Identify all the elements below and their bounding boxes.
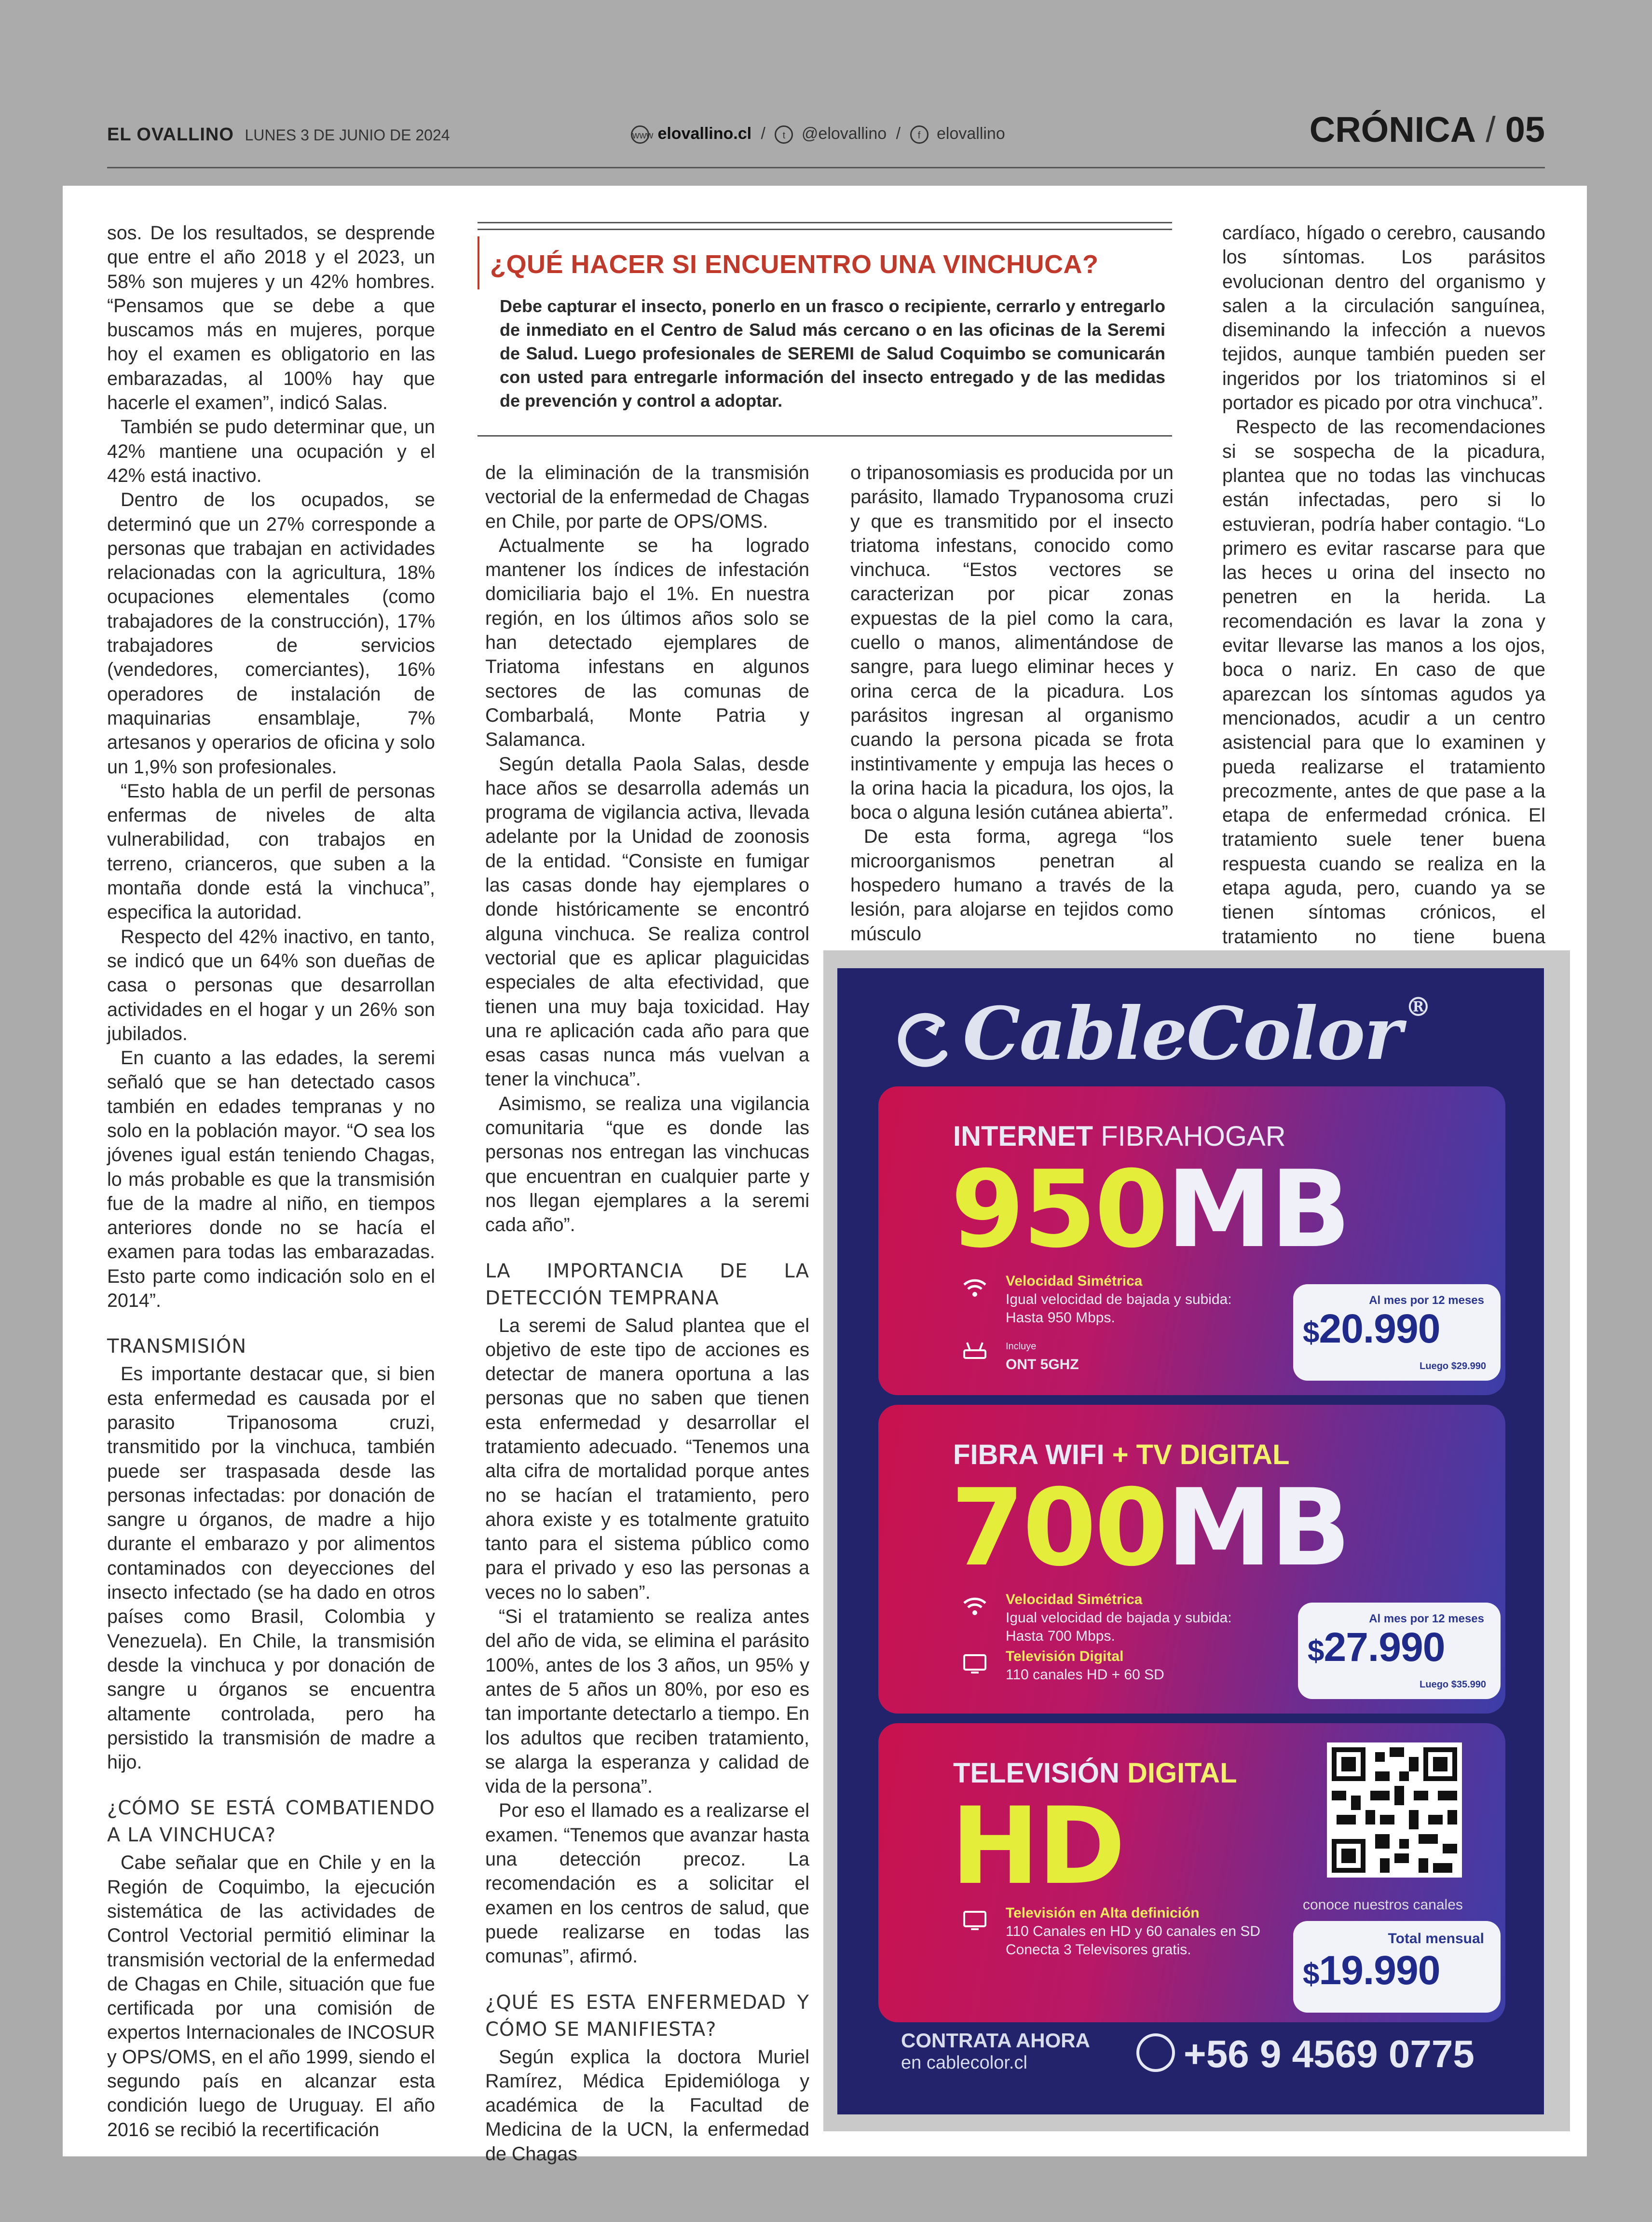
plan-title-b: + TV DIGITAL — [1112, 1439, 1290, 1470]
feature-title: Televisión Digital — [1006, 1648, 1124, 1664]
cablecolor-ad[interactable] — [837, 968, 1544, 2114]
section-name: CRÓNICA — [1309, 110, 1476, 150]
price-label: Total mensual — [1388, 1931, 1484, 1947]
paragraph: Cabe señalar que en Chile y en la Región de Coquimbo, la ejecución sistemática de las actividades de Control Vectorial permitió eliminar la transmisión vectorial de la enfermedad de Chagas en Chile, situación que fue certificada por una comisión de expertos Internacionales de INCOSUR y OPS/OMS, en el año 1999, siendo el segundo país en alcanzar esta condición luego de Uruguay. El año 2016 se recibió la recertificación — [107, 1852, 435, 2140]
router-icon — [960, 1337, 989, 1366]
price-amount — [1303, 1947, 1440, 1994]
whatsapp-icon — [1136, 2033, 1175, 2072]
cta-main: CONTRATA AHORA — [901, 2029, 1090, 2052]
header-divider — [107, 167, 1545, 168]
issue-date: LUNES 3 DE JUNIO DE 2024 — [245, 126, 450, 144]
plan-card-tv-hd[interactable] — [878, 1723, 1505, 2022]
subheading-combatiendo: ¿CÓMO SE ESTÁ COMBATIENDO A LA VINCHUCA? — [107, 1797, 435, 1847]
paragraph: sos. De los resultados, se desprende que entre el año 2018 y el 2023, un 58% son mujeres y un 42% hombres. “Pensamos que se debe a que buscamos más en mujeres, porque hoy el examen es obligatorio en las embarazadas, al 100% hay que hacerle el examen”, indicó Salas. — [107, 222, 435, 414]
article-column-1 — [107, 221, 435, 2142]
box-top-rule-inner — [478, 229, 1172, 230]
phone-number: +56 9 4569 0775 — [1184, 2032, 1475, 2075]
plan-features — [965, 1904, 1260, 1959]
paragraph: De esta forma, agrega “los microorganismos penetran al hospedero humano a través de la lesión, para alojarse en tejidos como músculo — [850, 826, 1174, 945]
paragraph: “Si el tratamiento se realiza antes del año de vida, se elimina el parásito 100%, antes de los 3 años, un 95% y antes de 5 años un 80%, por eso es tan importante detectarlo a tiempo. En los adultos que reciben tratamiento, se alarga la esperanza y calidad de vida de la persona”. — [485, 1606, 809, 1797]
article-column-3 — [850, 461, 1174, 946]
plan-title-a: FIBRA WIFI — [953, 1439, 1105, 1470]
box-accent-bar — [478, 236, 479, 289]
box-bottom-rule — [478, 435, 1172, 437]
price-label: Al mes por 12 meses — [1369, 1294, 1484, 1307]
header-links: www elovallino.cl / t @elovallino / f elovallino — [631, 124, 1005, 144]
feature-title: Velocidad Simétrica — [1006, 1591, 1143, 1607]
plan-speed — [951, 1466, 1349, 1590]
feature-line: Conecta 3 Televisores gratis. — [1006, 1942, 1191, 1958]
paragraph: o tripanosomiasis es producida por un parásito, llamado Trypanosoma cruzi y que es transmitido por el insecto triatoma infestans, conocido como vinchuca. “Estos vectores se caracterizan por picar zonas expuestas de la piel como la cara, cuello o manos, alimentándose de sangre, para luego eliminar heces y orina cerca de la picadura. Los parásitos ingresan al organismo cuando la persona picada se frota instintivamente y empuja las heces o la orina hacia la picadura, los ojos, la boca o alguna lesión cutánea abierta”. — [850, 462, 1174, 823]
price-value: 19.990 — [1319, 1948, 1440, 1993]
web-icon: www — [631, 125, 649, 144]
qr-code[interactable] — [1327, 1742, 1462, 1878]
feature-line: Hasta 700 Mbps. — [1006, 1628, 1115, 1644]
speed-number: 700 — [951, 1466, 1167, 1590]
paragraph: “Esto habla de un perfil de personas enfermas de niveles de alta vulnerabilidad, con trabajos en terreno, crianceros, que suben a la montaña donde está la vinchuca”, especifica la autoridad. — [107, 780, 435, 923]
wifi-icon — [960, 1273, 989, 1302]
paragraph: Respecto de las recomendaciones si se sospecha de la picadura, plantea que no todas las vinchucas están infectadas, pero si lo estuvieran, podría haber contagio. “Lo primero es evitar rascarse para que las heces u orina del insecto no penetren en la herida. La recomendación es lavar la zona y evitar llevarse las manos a los ojos, boca o nariz. En caso de que aparezcan los síntomas agudos ya mencionados, acudir a un centro asistencial para que lo examinen y pueda realizarse el tratamiento precozmente, antes de que pase a la etapa de enfermedad crónica. El tratamiento suele tener buena respuesta cuando se realiza en la etapa aguda, pero, cuando ya se tienen síntomas crónicos, el tratamiento no tiene buena — [1222, 416, 1545, 947]
channels-link[interactable] — [1303, 1897, 1463, 1913]
feature-line: Igual velocidad de bajada y subida: — [1006, 1291, 1232, 1307]
paragraph: La seremi de Salud plantea que el objetivo de este tipo de acciones es detectar de manera oportuna a las personas que no saben que tienen esta enfermedad y desarrollar el tratamiento adecuado. “Tenemos una alta cifra de mortalidad porque antes no se hacían el tratamiento, pero ahora existe y es totalmente gratuito tanto para el sistema público como para el privado y eso las personas a veces no lo saben”. — [485, 1315, 809, 1603]
paragraph: Respecto del 42% inactivo, en tanto, se indicó que un 64% son dueñas de casa o personas que desarrollan actividades en el hogar y un 26% son jubilados. — [107, 926, 435, 1044]
whatsapp-phone[interactable] — [1136, 2032, 1475, 2076]
subheading-transmision: TRANSMISIÓN — [107, 1335, 247, 1358]
paragraph: En cuanto a las edades, la seremi señaló que se han detectado casos también en edades tempranas y no solo en la población mayor. “O sea los jóvenes igual están teniendo Chagas, lo más probable es que la transmisión fue de la madre al niño, en tiempos anteriores donde no se hacía el examen para todas las embarazadas. Esto parte como indicación solo en el 2014”. — [107, 1047, 435, 1312]
feature-title: Televisión en Alta definición — [1006, 1905, 1200, 1921]
website-link[interactable]: elovallino.cl — [657, 124, 752, 143]
plan-card-internet[interactable] — [878, 1086, 1505, 1395]
subheading-deteccion: LA IMPORTANCIA DE LA DETECCIÓN TEMPRANA — [485, 1260, 809, 1309]
currency-symbol: $ — [1308, 1634, 1324, 1668]
paragraph: Dentro de los ocupados, se determinó que un 27% corresponde a personas que trabajan en actividades relacionadas con la agricultura, 18% ocupaciones elementales (como trabajadores de la construcción), 17% trabajadores de servicios (vendedores, comerciantes), 16% operadores de instalación de maquinarias ensamblaje, 7% artesanos y operarios de oficina y solo un 1,9% son profesionales. — [107, 489, 435, 778]
brand-logo — [895, 991, 1430, 1076]
paragraph: cardíaco, hígado o cerebro, causando los síntomas. Los parásitos evolucionan dentro del organismo y salen a la circulación sanguínea, diseminando la infección a nuevos tejidos, aunque también pueden ser ingeridos por los triatominos si el portador es picado por otra vinchuca”. — [1222, 222, 1545, 414]
plan-title-light: FIBRAHOGAR — [1101, 1121, 1286, 1152]
box-top-rule — [478, 222, 1172, 223]
plan-card-fibra-tv[interactable] — [878, 1405, 1505, 1714]
subheading-enfermedad: ¿QUÉ ES ESTA ENFERMEDAD Y CÓMO SE MANIFIESTA? — [485, 1991, 809, 2041]
feature-line: 110 Canales en HD y 60 canales en SD — [1006, 1923, 1261, 1939]
speed-unit: MB — [1166, 1148, 1349, 1271]
paragraph: Por eso el llamado es a realizarse el examen. “Tenemos que avanzar hasta una detección precoz. La recomendación es a solicitar el examen en los centros de salud, que puede realizarse en todas las comunas”, afirmó. — [485, 1800, 809, 1967]
paragraph: Es importante destacar que, si bien esta enfermedad es causada por el parasito Tripanosoma cruzi, transmitido por la vinchuca, también puede ser traspasada desde las personas infectadas: por donación de sangre u órganos, de madre a hijo durante el embarazo y por alimentos contaminados con deyecciones del insecto infectado (se ha dado en otros países como Brasil, Colombia y Venezuela). En Chile, la transmisión desde la vinchuca y por donación de sangre u órganos se encuentra altamente controlada, pero ha persistido la transmisión de madre a hijo. — [107, 1363, 435, 1773]
price-amount — [1303, 1305, 1440, 1352]
currency-symbol: $ — [1303, 1958, 1319, 1991]
box-body: Debe capturar el insecto, ponerlo en un frasco o recipiente, cerrarlo y entregarlo de inmediato en el Centro de Salud más cercano o en las oficinas de la Seremi de Salud. Luego profesionales de SEREMI de Salud Coquimbo se comunicarán con usted para entregarle información del insecto entregado y de las medidas de prevención y control a adoptar. — [500, 296, 1165, 411]
cablecolor-logo-icon — [895, 1000, 953, 1058]
price-value: 20.990 — [1319, 1306, 1440, 1351]
brand-name: CableColor — [963, 991, 1402, 1076]
feature-line: Igual velocidad de bajada y subida: — [1006, 1610, 1232, 1626]
hd-label: HD — [951, 1784, 1124, 1908]
conoce-label: conoce — [1303, 1897, 1350, 1913]
speed-number: 950 — [951, 1148, 1167, 1271]
box-title: ¿QUÉ HACER SI ENCUENTRO UNA VINCHUCA? — [490, 250, 1099, 279]
section-heading: CRÓNICA / 05 — [1309, 110, 1545, 150]
feature-title: Velocidad Simétrica — [1006, 1273, 1143, 1289]
speed-unit: MB — [1166, 1466, 1349, 1590]
later-price: Luego $35.990 — [1420, 1679, 1486, 1690]
page-number: 05 — [1505, 110, 1545, 150]
feature-title: ONT 5GHZ — [1006, 1357, 1079, 1372]
plan-speed — [951, 1148, 1349, 1271]
paragraph: de la eliminación de la transmisión vectorial de la enfermedad de Chagas en Chile, por parte de OPS/OMS. — [485, 462, 809, 532]
twitter-handle[interactable]: @elovallino — [801, 124, 887, 143]
paragraph: Actualmente se ha logrado mantener los índices de infestación domiciliaria bajo el 1%. En nuestra región, en los últimos años solo se han detectado ejemplares de Triatoma infestans en algunos sectores de las comunas de Combarbalá, Monte Patria y Salamanca. — [485, 535, 809, 751]
paragraph: Según explica la doctora Muriel Ramírez, Médica Epidemióloga y académica de la Facultad de Medicina de la UCN, la enfermedad de Chagas — [485, 2046, 809, 2165]
feature-small: Incluye — [1006, 1341, 1037, 1352]
facebook-icon: f — [910, 125, 928, 144]
price-value: 27.990 — [1324, 1624, 1445, 1670]
cta-website: en cablecolor.cl — [901, 2053, 1027, 2073]
article-column-2 — [485, 461, 809, 2166]
price-tag — [1293, 1921, 1501, 2013]
cta-contrata[interactable] — [901, 2030, 1090, 2074]
paragraph: También se pudo determinar que, un 42% mantiene una ocupación y el 42% está inactivo. — [107, 416, 435, 486]
plan-title-bold: INTERNET — [953, 1121, 1093, 1152]
wifi-icon — [960, 1591, 989, 1620]
price-tag — [1298, 1603, 1501, 1699]
plan-title-b: DIGITAL — [1127, 1757, 1237, 1789]
paragraph: Asimismo, se realiza una vigilancia comunitaria “que es donde las personas nos entregan las vinchucas que encuentran en cualquier parte y nos llegan ejemplares a la seremi cada año”. — [485, 1093, 809, 1236]
tv-icon — [960, 1905, 989, 1934]
currency-symbol: $ — [1303, 1316, 1319, 1349]
registered-mark: ® — [1405, 991, 1431, 1022]
later-price: Luego $29.990 — [1420, 1361, 1486, 1372]
facebook-handle[interactable]: elovallino — [936, 124, 1005, 143]
info-box — [478, 222, 1172, 437]
conoce-label-bold: nuestros canales — [1353, 1897, 1463, 1913]
plan-title-a: TELEVISIÓN — [953, 1757, 1120, 1789]
plan-hd — [951, 1784, 1124, 1908]
plan-features — [965, 1272, 1232, 1374]
plan-features — [965, 1591, 1232, 1684]
twitter-icon: t — [775, 125, 793, 144]
tv-icon — [960, 1648, 989, 1677]
feature-line: 110 canales HD + 60 SD — [1006, 1667, 1164, 1683]
feature-line: Hasta 950 Mbps. — [1006, 1310, 1115, 1326]
header-masthead — [107, 124, 450, 145]
paper-name: EL OVALLINO — [107, 124, 234, 145]
price-amount — [1308, 1624, 1445, 1671]
article-column-4 — [1222, 221, 1545, 973]
price-tag — [1293, 1284, 1501, 1381]
price-label: Al mes por 12 meses — [1369, 1612, 1484, 1625]
paragraph: Según detalla Paola Salas, desde hace años se desarrolla además un programa de vigilancia activa, llevada adelante por la Unidad de zoonosis de la entidad. “Consiste en fumigar las casas donde hay ejemplares o donde históricamente se encontró alguna vinchuca. Se realiza control vectorial que es aplicar plaguicidas especiales de alta efectividad, que tienen una muy baja toxicidad. Hay una re aplicación cada año para que esas casas nunca más vuelvan a tener la vinchuca”. — [485, 753, 809, 1090]
